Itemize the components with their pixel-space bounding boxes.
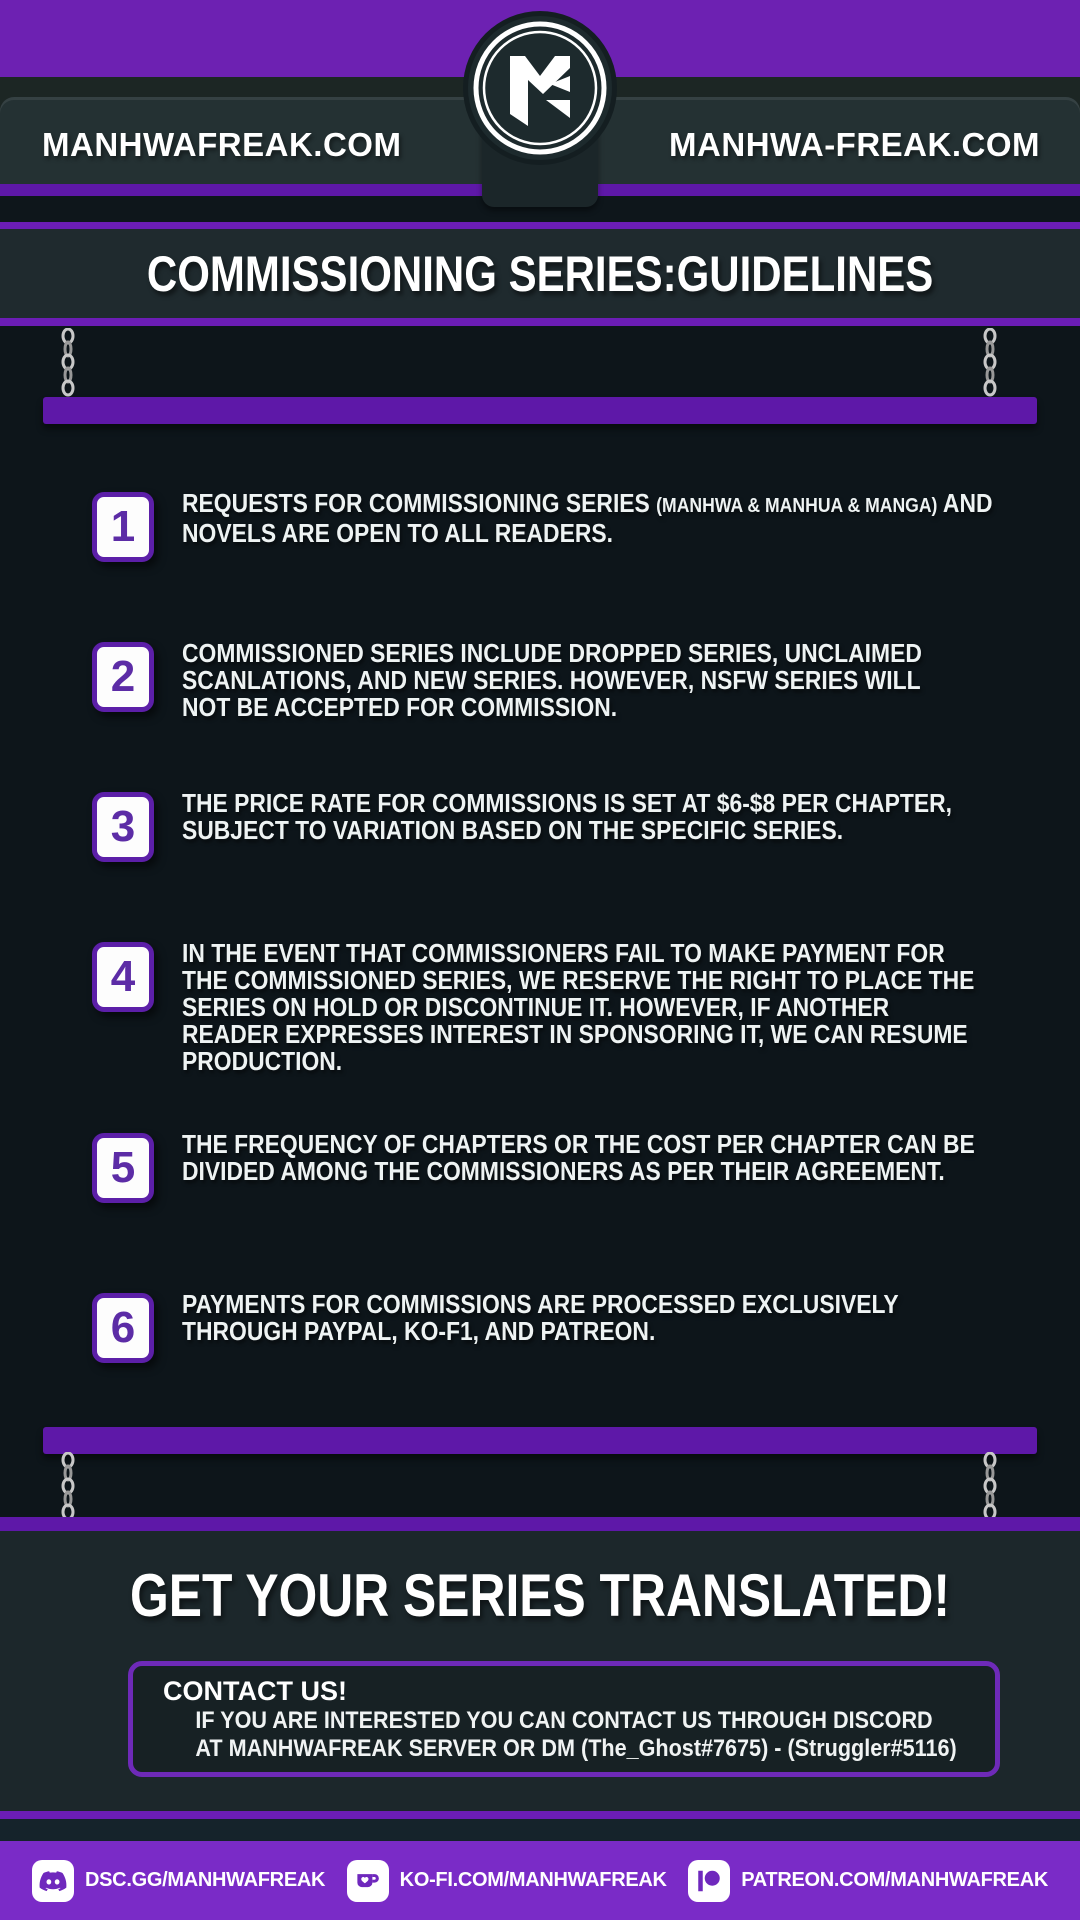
guideline-number: 5 (110, 1143, 136, 1192)
guideline-text: IN THE EVENT THAT COMMISSIONERS FAIL TO MAKE PAYMENT FOR THE COMMISSIONED SERIES, WE RESERVE THE RIGHT TO PLACE THE SERIES ON HOLD OR DISCONTINUE IT. HOWEVER, IF ANOTHER READER EXPRESSES INTEREST IN SPONSORING IT, WE CAN RESUME PRODUCTION. (182, 938, 975, 1076)
guideline-number: 4 (110, 952, 136, 1001)
mf-logo-icon (462, 10, 618, 166)
chain-icon (59, 1452, 77, 1526)
divider-line-bottom (0, 318, 1080, 326)
page-title: COMMISSIONING SERIES:GUIDELINES (146, 245, 934, 302)
patreon-icon (688, 1860, 730, 1902)
guideline-text-small: (MANHWA & MANHUA & MANGA) (656, 495, 938, 517)
guideline-number-badge (92, 1293, 154, 1363)
footer (0, 1841, 1080, 1920)
guideline-text: THE FREQUENCY OF CHAPTERS OR THE COST PER CHAPTER CAN BE DIVIDED AMONG THE COMMISSIONERS AS PER THEIR AGREEMENT. (182, 1129, 975, 1186)
divider-line-top (0, 222, 1080, 229)
kofi-link-label: KO-FI.COM/MANHWAFREAK (399, 1869, 667, 1891)
guideline-number-badge (92, 1133, 154, 1203)
site-domain-left: MANHWAFREAK.COM (42, 126, 402, 163)
guideline-text: PAYMENTS FOR COMMISSIONS ARE PROCESSED EXCLUSIVELY THROUGH PAYPAL, KO-F1, AND PATREON. (182, 1289, 899, 1346)
guideline-number: 2 (110, 652, 136, 701)
guideline-number: 6 (110, 1303, 136, 1352)
guideline-item (92, 1291, 1080, 1363)
title-band (0, 229, 1080, 318)
guideline-number-badge (92, 642, 154, 712)
guideline-item (92, 940, 1080, 1075)
kofi-link[interactable] (347, 1860, 667, 1902)
patreon-link-label: PATREON.COM/MANHWAFREAK (741, 1869, 1048, 1891)
contact-line: IF YOU ARE INTERESTED YOU CAN CONTACT US THROUGH DISCORD (195, 1707, 933, 1734)
purple-bar-bottom (43, 1427, 1037, 1454)
chain-icon (981, 328, 999, 402)
discord-link-label: DSC.GG/MANHWAFREAK (85, 1869, 326, 1891)
discord-link[interactable] (32, 1860, 325, 1902)
guideline-text: COMMISSIONED SERIES INCLUDE DROPPED SERIES, UNCLAIMED SCANLATIONS, AND NEW SERIES. HOWEVER, NSFW SERIES WILL NOT BE ACCEPTED FOR COMMISSION. (182, 638, 922, 722)
footer-divider (0, 1811, 1080, 1819)
section-divider (0, 1517, 1080, 1531)
contact-title: CONTACT US! (163, 1676, 347, 1706)
site-domain-right: MANHWA-FREAK.COM (669, 126, 1040, 163)
discord-icon (32, 1860, 74, 1902)
contact-box (128, 1661, 1000, 1777)
cta-heading: GET YOUR SERIES TRANSLATED! (130, 1562, 950, 1629)
guidelines-panel (0, 326, 1080, 1517)
guideline-item (92, 1131, 1080, 1203)
guideline-number: 3 (110, 802, 136, 851)
guideline-number-badge (92, 792, 154, 862)
guideline-item (92, 790, 1080, 862)
patreon-link[interactable] (688, 1860, 1048, 1902)
guideline-text (182, 490, 1053, 547)
guideline-number-badge (92, 942, 154, 1012)
kofi-icon (347, 1860, 389, 1902)
guideline-text-part: REQUESTS FOR COMMISSIONING SERIES (182, 488, 657, 518)
chain-icon (59, 328, 77, 402)
guideline-text: THE PRICE RATE FOR COMMISSIONS IS SET AT $6-$8 PER CHAPTER, SUBJECT TO VARIATION BASED ON THE SPECIFIC SERIES. (182, 788, 952, 845)
chain-icon (981, 1452, 999, 1526)
guideline-item (92, 640, 1067, 721)
guideline-number-badge (92, 492, 154, 562)
guideline-item (92, 490, 1080, 562)
footer-gap (0, 1819, 1080, 1841)
guideline-number: 1 (110, 502, 136, 551)
purple-bar-top (43, 397, 1037, 424)
guideline-text-part: AND NOVELS ARE OPEN TO ALL READERS. (182, 488, 993, 548)
cta-section (0, 1531, 1080, 1811)
contact-line: AT MANHWAFREAK SERVER OR DM (The_Ghost#7675) - (Struggler#5116) (195, 1735, 957, 1762)
